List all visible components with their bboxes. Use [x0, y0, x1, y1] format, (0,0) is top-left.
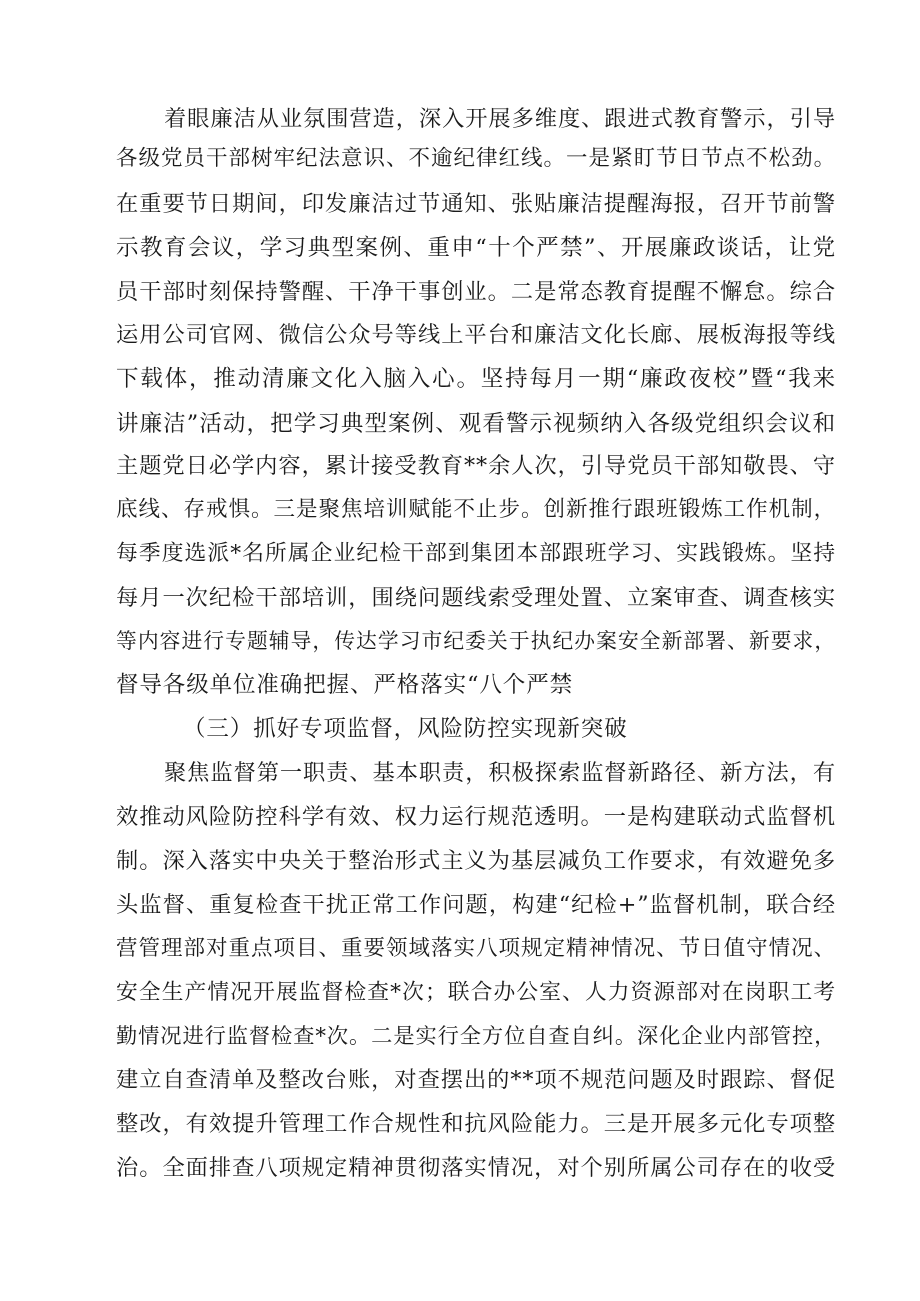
paragraph-1-line-12: 每月一次纪检干部培训，围绕问题线索受理处置、立案审查、调查核实	[116, 585, 836, 611]
paragraph-1-line-6: 运用公司官网、微信公众号等线上平台和廉洁文化长廊、展板海报等线	[116, 322, 836, 348]
paragraph-2-line-4: 头监督、重复检查干扰正常工作问题，构建“纪检+”监督机制，联合经	[116, 892, 836, 918]
paragraph-1-line-1: 着眼廉洁从业氛围营造，深入开展多维度、跟进式教育警示，引导	[164, 106, 836, 132]
paragraph-2-line-1: 聚焦监督第一职责、基本职责，积极探索监督新路径、新方法，有	[164, 760, 836, 786]
paragraph-1-line-8: 讲廉洁”活动，把学习典型案例、观看警示视频纳入各级党组织会议和	[116, 411, 836, 437]
paragraph-2-line-10: 治。全面排查八项规定精神贯彻落实情况，对个别所属公司存在的收受	[116, 1155, 836, 1181]
paragraph-1-line-4: 示教育会议，学习典型案例、重申“十个严禁”、开展廉政谈话，让党	[116, 235, 836, 261]
paragraph-2-line-7: 勤情况进行监督检查*次。二是实行全方位自查自纠。深化企业内部管控，	[116, 1024, 837, 1049]
paragraph-1-line-14: 督导各级单位准确把握、严格落实“八个严禁	[116, 672, 574, 698]
paragraph-1-line-2: 各级党员干部树牢纪法意识、不逾纪律红线。一是紧盯节日节点不松劲。	[116, 146, 836, 171]
paragraph-2-line-8: 建立自查清单及整改台账，对查摆出的**项不规范问题及时跟踪、督促	[116, 1067, 836, 1093]
paragraph-1-line-10: 底线、存戒惧。三是聚焦培训赋能不止步。创新推行跟班锻炼工作机制，	[116, 497, 836, 522]
paragraph-1-line-5: 员干部时刻保持警醒、干净干事创业。二是常态教育提醒不懈怠。综合	[116, 279, 836, 305]
paragraph-1-line-11: 每季度选派*名所属企业纪检干部到集团本部跟班学习、实践锻炼。坚持	[116, 541, 836, 566]
section-heading: （三）抓好专项监督，风险防控实现新突破	[183, 716, 628, 742]
paragraph-1-line-9: 主题党日必学内容，累计接受教育**余人次，引导党员干部知敬畏、守	[116, 453, 836, 479]
paragraph-1-line-13: 等内容进行专题辅导，传达学习市纪委关于执纪办案安全新部署、新要求，	[116, 629, 836, 653]
paragraph-2-line-9: 整改，有效提升管理工作合规性和抗风险能力。三是开展多元化专项整	[116, 1111, 836, 1137]
paragraph-2-line-6: 安全生产情况开展监督检查*次；联合办公室、人力资源部对在岗职工考	[116, 980, 836, 1005]
paragraph-2-line-3: 制。深入落实中央关于整治形式主义为基层减负工作要求，有效避免多	[116, 848, 836, 874]
paragraph-2-line-5: 营管理部对重点项目、重要领域落实八项规定精神情况、节日值守情况、	[116, 936, 836, 961]
paragraph-1-line-3: 在重要节日期间，印发廉洁过节通知、张贴廉洁提醒海报，召开节前警	[116, 191, 836, 217]
paragraph-1-line-7: 下载体，推动清廉文化入脑入心。坚持每月一期“廉政夜校”暨“我来	[116, 366, 836, 392]
paragraph-2-line-2: 效推动风险防控科学有效、权力运行规范透明。一是构建联动式监督机	[116, 804, 836, 830]
